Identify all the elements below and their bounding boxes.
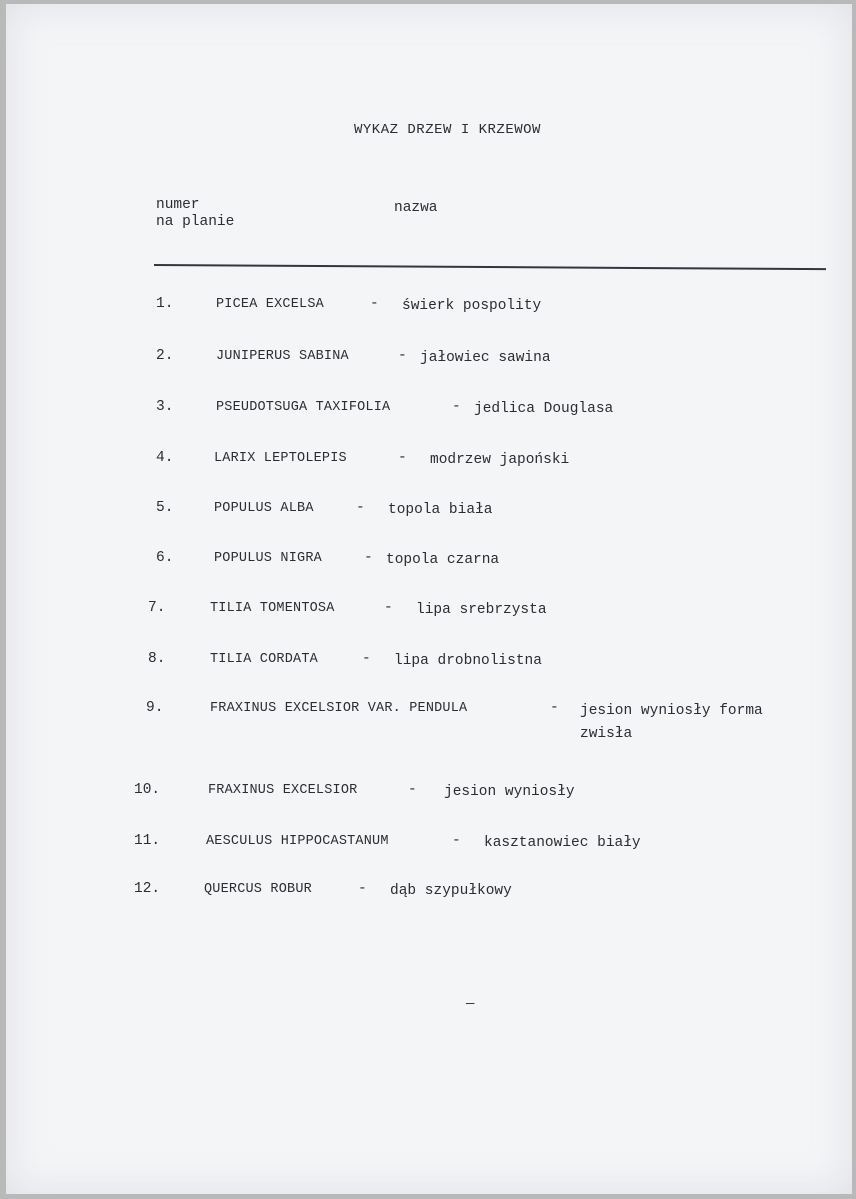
- entry-latin-name: FRAXINUS EXCELSIOR VAR. PENDULA: [210, 701, 468, 716]
- entry-number: 5.: [156, 500, 174, 516]
- entry-number: 8.: [148, 651, 166, 667]
- entry-dash: -: [358, 881, 367, 897]
- entry-polish-name: jesion wyniosły: [444, 784, 575, 800]
- document-page: [6, 4, 852, 1194]
- entry-number: 11.: [134, 833, 161, 849]
- entry-polish-name: lipa drobnolistna: [394, 653, 542, 669]
- entry-number: 4.: [156, 450, 174, 466]
- entry-dash: -: [398, 348, 407, 364]
- entry-polish-name: topola biała: [388, 502, 493, 518]
- entry-polish-name: kasztanowiec biały: [484, 835, 641, 851]
- entry-dash: -: [550, 700, 559, 716]
- entry-polish-name: dąb szypułkowy: [390, 883, 512, 899]
- entry-dash: -: [370, 296, 379, 312]
- entry-dash: -: [362, 651, 371, 667]
- entry-dash: -: [356, 500, 365, 516]
- entry-dash: -: [452, 833, 461, 849]
- entry-polish-name: jedlica Douglasa: [474, 401, 614, 417]
- entry-number: 6.: [156, 550, 174, 566]
- entry-polish-name: modrzew japoński: [430, 452, 570, 468]
- entry-dash: -: [408, 782, 417, 798]
- entry-latin-name: QUERCUS ROBUR: [204, 882, 312, 897]
- entry-number: 3.: [156, 399, 174, 415]
- entry-polish-name: jesion wyniosły forma zwisła: [580, 703, 763, 742]
- entry-dash: -: [452, 399, 461, 415]
- entry-latin-name: PSEUDOTSUGA TAXIFOLIA: [216, 400, 391, 415]
- entry-latin-name: LARIX LEPTOLEPIS: [214, 451, 347, 466]
- entry-number: 12.: [134, 881, 161, 897]
- entry-latin-name: TILIA CORDATA: [210, 652, 318, 667]
- column-header-name: nazwa: [394, 200, 438, 216]
- entry-latin-name: POPULUS ALBA: [214, 501, 314, 516]
- entry-polish-name: lipa srebrzysta: [416, 602, 547, 618]
- entry-number: 10.: [134, 782, 161, 798]
- entry-dash: -: [364, 550, 373, 566]
- entry-latin-name: JUNIPERUS SABINA: [216, 349, 349, 364]
- entry-number: 7.: [148, 600, 166, 616]
- entry-latin-name: TILIA TOMENTOSA: [210, 601, 335, 616]
- entry-dash: -: [398, 450, 407, 466]
- column-header-number: [156, 197, 234, 231]
- entry-latin-name: POPULUS NIGRA: [214, 551, 322, 566]
- entry-polish-name: topola czarna: [386, 552, 500, 568]
- entry-latin-name: FRAXINUS EXCELSIOR: [208, 783, 358, 798]
- document-title: WYKAZ DRZEW I KRZEWOW: [354, 122, 541, 138]
- entry-dash: -: [384, 600, 393, 616]
- header-divider: [154, 264, 826, 270]
- entry-polish-name: świerk pospolity: [402, 298, 542, 314]
- entry-number: 1.: [156, 296, 174, 312]
- column-header-number-line1: numer: [156, 197, 200, 213]
- entry-number: 9.: [146, 700, 164, 716]
- entry-polish-name: jałowiec sawina: [420, 350, 551, 366]
- entry-number: 2.: [156, 348, 174, 364]
- entry-latin-name: PICEA EXCELSA: [216, 297, 324, 312]
- entry-latin-name: AESCULUS HIPPOCASTANUM: [206, 834, 389, 849]
- footer-mark: —: [466, 996, 475, 1012]
- column-header-number-line2: na planie: [156, 214, 235, 230]
